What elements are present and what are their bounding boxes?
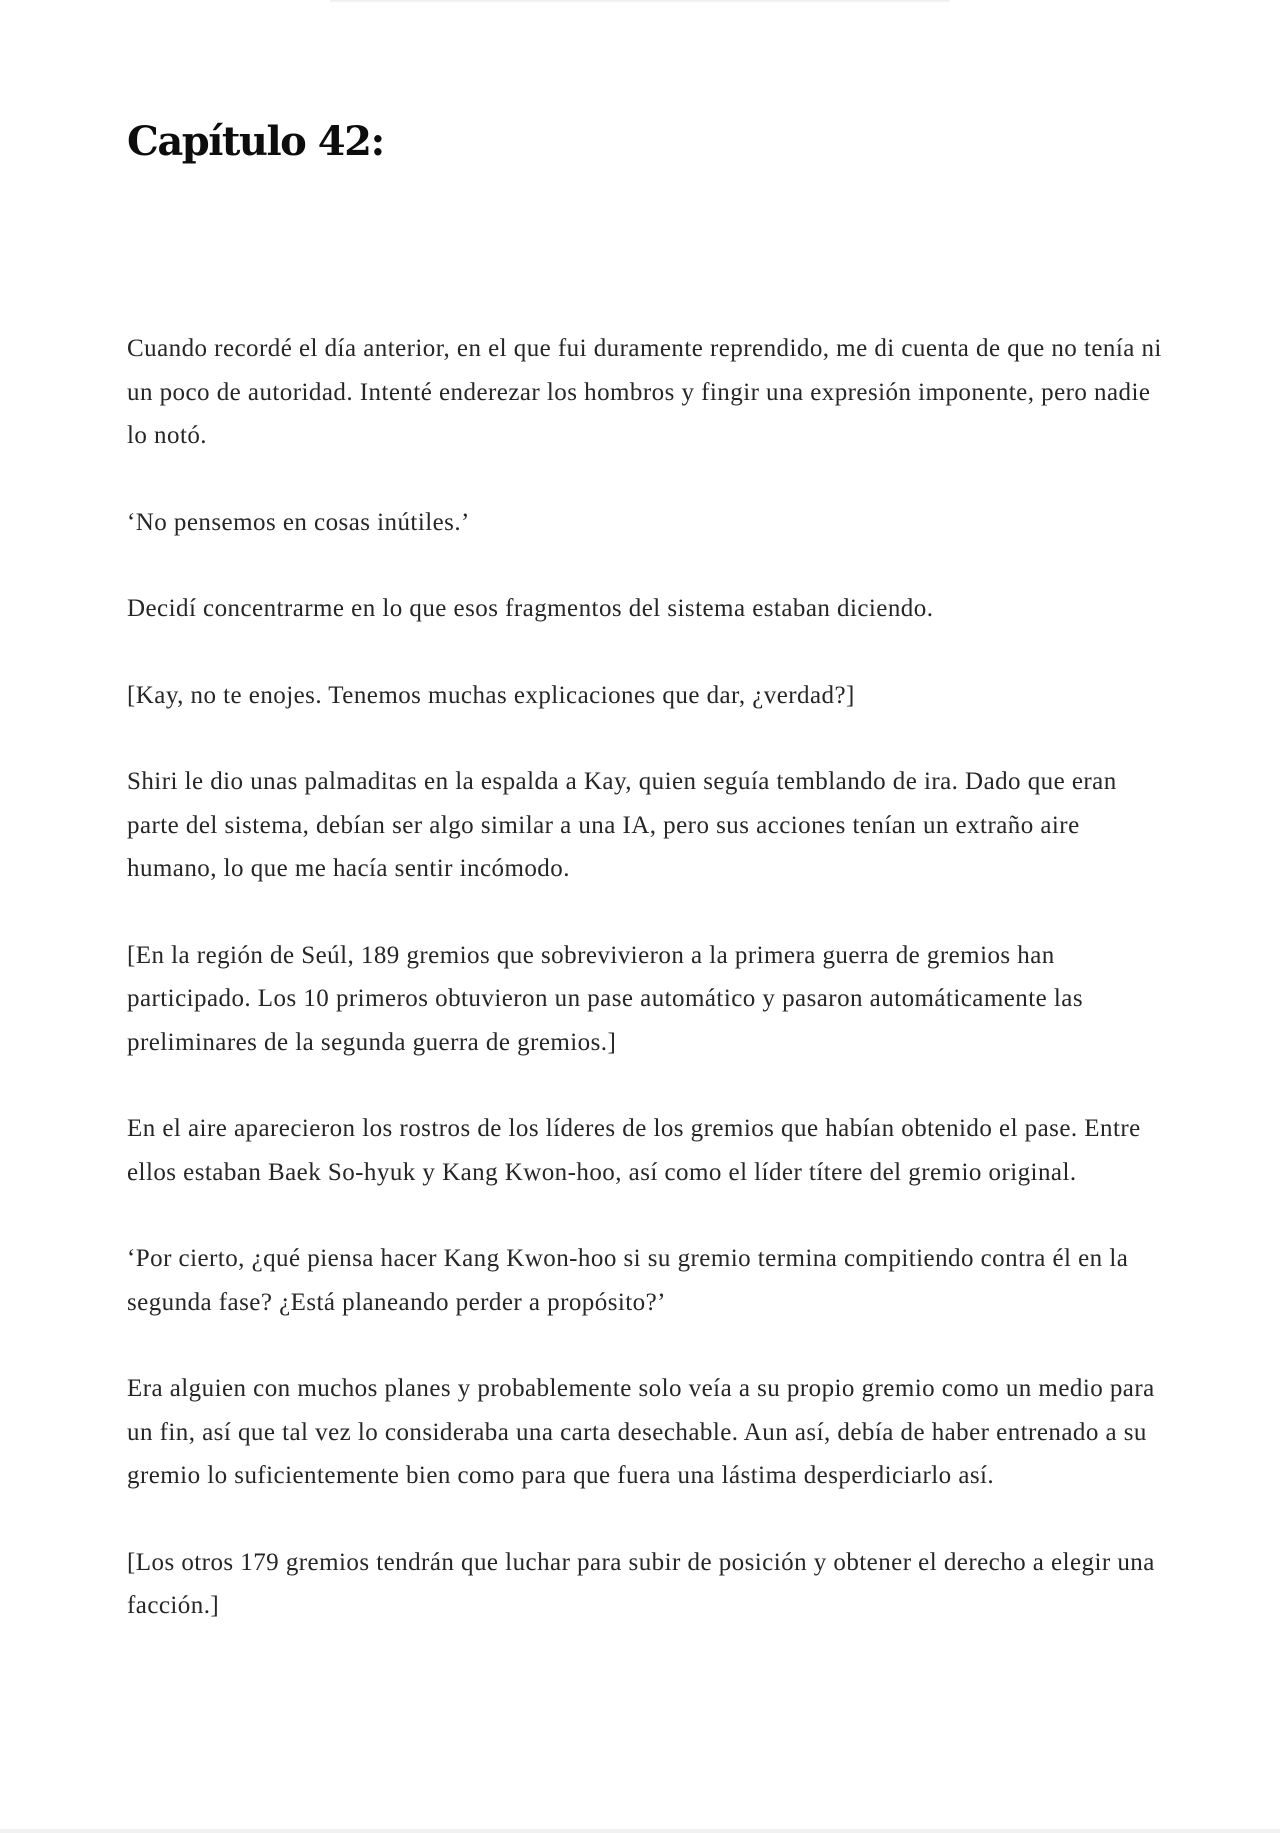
paragraph: Shiri le dio unas palmaditas en la espalda a Kay, quien seguía temblando de ira. Dado que eran parte del sistema, debían ser algo similar a una IA, pero sus acciones tenían un extraño aire humano, lo que me hacía sentir incómodo. [127,768,1117,882]
paragraph: Cuando recordé el día anterior, en el que fui duramente reprendido, me di cuenta de que no tenía ni un poco de autoridad. Intenté enderezar los hombros y fingir una expresión imponente, pero nadie lo notó. [127,335,1162,449]
paragraph: [Kay, no te enojes. Tenemos muchas explicaciones que dar, ¿verdad?] [127,681,855,709]
paragraph: [En la región de Seúl, 189 gremios que sobrevivieron a la primera guerra de gremios han participado. Los 10 primeros obtuvieron un pase automático y pasaron automáticamente las preliminares de la segunda guerra de gremios.] [127,941,1083,1056]
bottom-edge-band [0,1829,1280,1833]
paragraph: En el aire aparecieron los rostros de los líderes de los gremios que habían obtenido el pase. Entre ellos estaban Baek So-hyuk y Kang Kwon-hoo, así como el líder títere del gremio original. [127,1115,1141,1186]
paragraph: Decidí concentrarme en lo que esos fragmentos del sistema estaban diciendo. [127,595,934,622]
paragraph: ‘No pensemos en cosas inútiles.’ [127,508,470,536]
chapter-body [127,327,1167,1671]
paragraph: ‘Por cierto, ¿qué piensa hacer Kang Kwon-hoo si su gremio termina compitiendo contra él en la segunda fase? ¿Está planeando perder a propósito?’ [127,1245,1129,1316]
top-edge-shadow [330,0,950,3]
paragraph: [Los otros 179 gremios tendrán que luchar para subir de posición y obtener el derecho a elegir una facción.] [127,1548,1155,1619]
paragraph: Era alguien con muchos planes y probablemente solo veía a su propio gremio como un medio para un fin, así que tal vez lo consideraba una carta desechable. Aun así, debía de haber entrenado a su gremio lo suficientemente bien como para que fuera una lástima desperdiciarlo así. [127,1375,1155,1489]
chapter-title: Capítulo 42: [127,118,384,165]
